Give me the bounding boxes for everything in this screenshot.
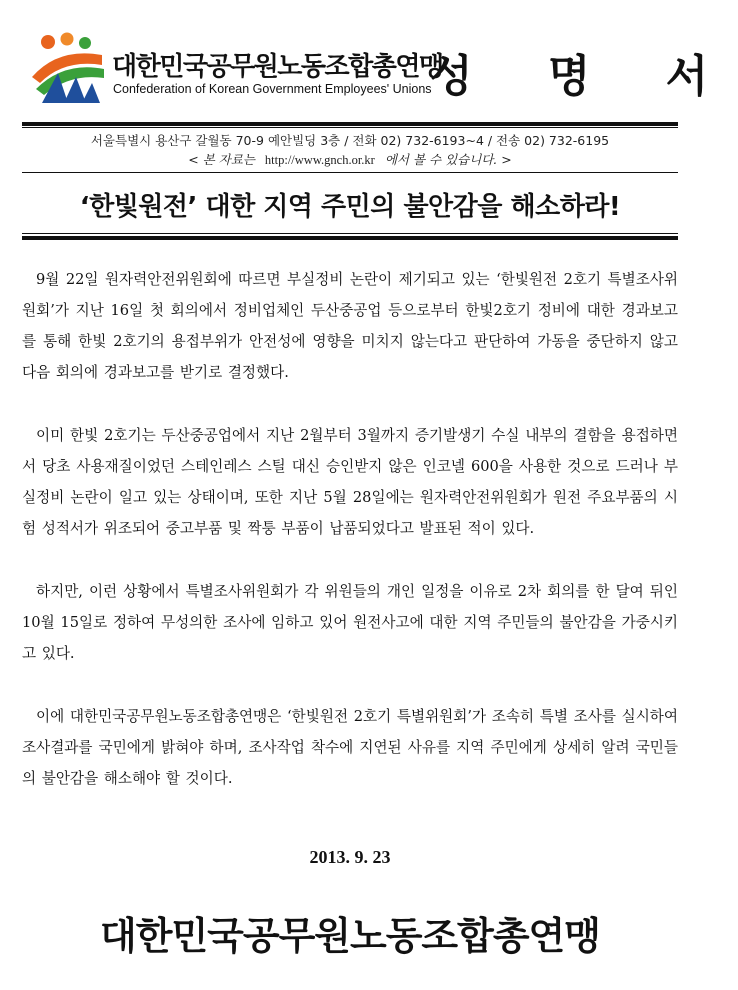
body-paragraph: 9월 22일 원자력안전위원회에 따르면 부실정비 논란이 제기되고 있는 ‘한빛원전 2호기 특별조사위원회’가 지난 16일 첫 회의에서 정비업체인 두산중공업 등으로부터 한빛2호기 정비에 대한 경과보고를 통해 한빛 2호기의 용접부위가 안전성에 영향을 미치지 않는다고 판단하여 가동을 중단하지 않고 다음 회의에 경과보고를 받기로 결정했다. — [22, 271, 678, 381]
statement-date: 2013. 9. 23 — [309, 847, 391, 867]
header-divider — [22, 122, 678, 126]
website-notice — [0, 150, 700, 168]
notice-divider — [22, 172, 678, 173]
contact-info: 서울특별시 용산구 갈월동 70-9 예안빌딩 3층 / 전화 02) 732-6193~4 / 전송 02) 732-6195 — [90, 133, 610, 148]
org-name-korean: 대한민국공무원노동조합총연맹 — [112, 52, 443, 82]
notice-suffix: 에서 볼 수 있습니다. > — [384, 152, 512, 167]
union-logo-icon — [28, 33, 106, 105]
statement-body — [22, 264, 678, 826]
letterhead — [0, 0, 738, 128]
notice-prefix: < 본 자료는 — [188, 152, 255, 167]
headline-divider — [22, 233, 678, 234]
statement-headline: ‘한빛원전’ 대한 지역 주민의 불안감을 해소하라! — [79, 192, 621, 222]
org-name-english: Confederation of Korean Government Employees' Unions — [113, 82, 432, 96]
website-link[interactable]: http://www.gnch.or.kr — [264, 153, 375, 167]
headline-divider-thick — [22, 236, 678, 240]
signature-org-name: 대한민국공무원노동조합총연맹 — [100, 914, 600, 958]
body-paragraph: 이에 대한민국공무원노동조합총연맹은 ‘한빛원전 2호기 특별위원회’가 조속히 특별 조사를 실시하여 조사결과를 국민에게 밝혀야 하며, 조사작업 착수에 지연된 사유를 지역 주민에게 상세히 알려 국민들의 불안감을 해소해야 할 것이다. — [22, 708, 678, 787]
body-paragraph: 하지만, 이런 상황에서 특별조사위원회가 각 위원들의 개인 일정을 이유로 2차 회의를 한 달여 뒤인 10월 15일로 정하여 무성의한 조사에 임하고 있어 원전사고에 대한 지역 주민들의 불안감을 가중시키고 있다. — [22, 583, 678, 662]
document-type-title: 성 명 서 — [430, 51, 738, 102]
body-paragraph: 이미 한빛 2호기는 두산중공업에서 지난 2월부터 3월까지 증기발생기 수실 내부의 결함을 용접하면서 당초 사용재질이었던 스테인레스 스틸 대신 승인받지 않은 인코넬 600을 사용한 것으로 드러나 부실정비 논란이 일고 있는 상태이며, 또한 지난 5월 28일에는 원자력안전위원회가 원전 주요부품의 시험 성적서가 위조되어 중고부품 및 짝퉁 부품이 납품되었다고 발표된 적이 있다. — [22, 427, 678, 537]
header-divider-thin — [22, 127, 678, 128]
